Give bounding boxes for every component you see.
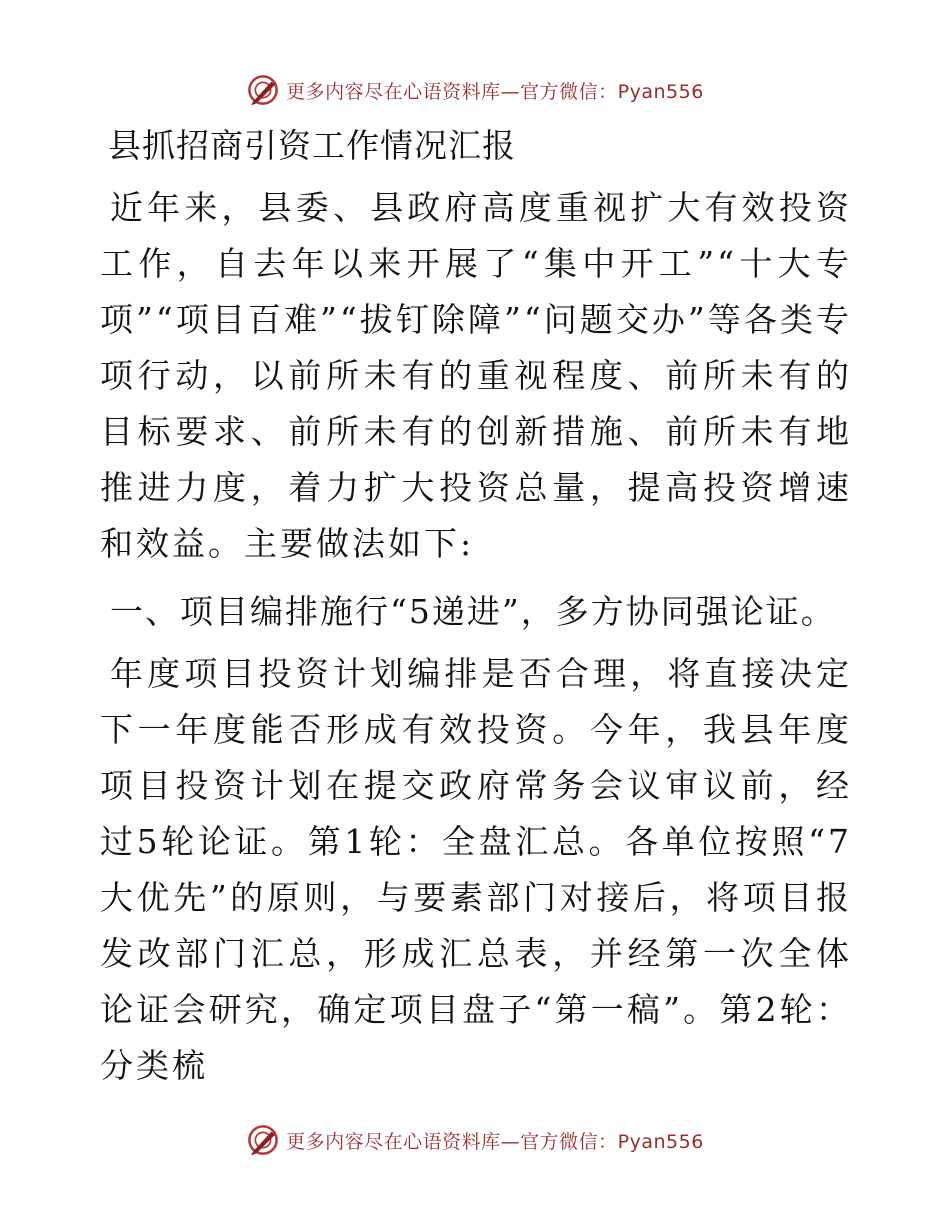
pen-logo-icon (246, 73, 280, 107)
watermark-footer (0, 1120, 950, 1160)
watermark-text: 更多内容尽在心语资料库—官方微信：Pyan556 (286, 1130, 704, 1153)
section-heading-1: 一、项目编排施行“5递进”，多方协同强论证。 (110, 592, 836, 631)
watermark-text: 更多内容尽在心语资料库—官方微信：Pyan556 (286, 80, 704, 103)
watermark-header (0, 70, 950, 110)
document-body (100, 118, 852, 1100)
pen-logo-icon (246, 1123, 280, 1157)
intro-paragraph: 近年来，县委、县政府高度重视扩大有效投资工作，自去年以来开展了“集中开工”“十大专项”“项目百难”“拔钉除障”“问题交办”等各类专项行动，以前所未有的重视程度、前所未有的目标要求、前所未有的创新措施、前所未有地推进力度，着力扩大投资总量，提高投资增速和效益。主要做法如下: (100, 188, 852, 563)
page-title: 县抓招商引资工作情况汇报 (108, 126, 516, 165)
section-1-paragraph: 年度项目投资计划编排是否合理，将直接决定下一年度能否形成有效投资。今年，我县年度项目投资计划在提交政府常务会议审议前，经过5轮论证。第1轮：全盘汇总。各单位按照“7大优先”的原则，与要素部门对接后，将项目报发改部门汇总，形成汇总表，并经第一次全体论证会研究，确定项目盘子“第一稿”。第2轮：分类梳 (100, 654, 852, 1085)
